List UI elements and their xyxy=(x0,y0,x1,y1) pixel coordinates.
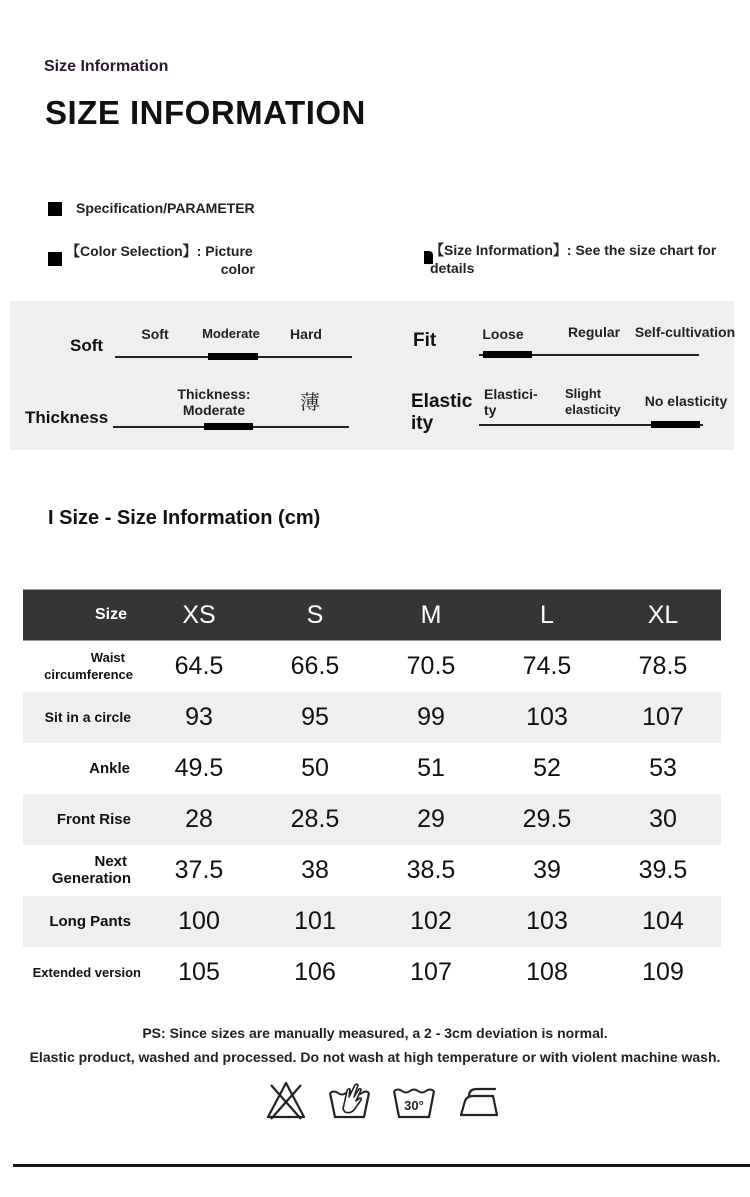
soft-option-hard: Hard xyxy=(290,326,322,342)
table-cell: 93 xyxy=(141,692,257,743)
table-cell: 51 xyxy=(417,753,445,782)
row-label-waist xyxy=(23,641,141,692)
size-header-xs: XS xyxy=(141,590,257,641)
table-row xyxy=(23,641,721,692)
thickness-option-line2: Moderate xyxy=(182,402,246,418)
elasticity-option-none: No elasticity xyxy=(644,393,728,409)
fit-selected-marker xyxy=(483,351,532,358)
table-cell: 101 xyxy=(257,896,373,947)
row-label-line2: circumference xyxy=(44,667,133,683)
table-cell: 95 xyxy=(257,692,373,743)
size-info-line2: details xyxy=(430,260,475,276)
table-cell: 66.5 xyxy=(290,651,340,680)
table-cell: 37.5 xyxy=(174,855,224,884)
elasticity-selected-marker xyxy=(651,421,700,428)
specification-label: Specification/PARAMETER xyxy=(76,200,255,216)
measurement-note: PS: Since sizes are manually measured, a 2 - 3cm deviation is normal. xyxy=(142,1025,608,1041)
fit-option-self-cultivation: Self-cultivation xyxy=(634,324,736,340)
elasticity-label-line2: ity xyxy=(411,413,434,434)
section-subtitle: Size Information xyxy=(44,58,169,75)
table-cell: 29.5 xyxy=(489,794,605,845)
table-cell: 29 xyxy=(373,794,489,845)
table-cell: 53 xyxy=(649,753,677,782)
table-cell: 107 xyxy=(410,957,452,986)
table-cell: 64.5 xyxy=(174,651,224,680)
table-cell: 105 xyxy=(178,957,220,986)
table-cell: 103 xyxy=(489,692,605,743)
table-cell: 103 xyxy=(489,896,605,947)
thickness-option-moderate xyxy=(172,386,256,418)
soft-option-soft: Soft xyxy=(141,326,169,342)
table-cell: 49.5 xyxy=(174,753,224,782)
table-row xyxy=(23,896,721,947)
elasticity-option1-line2: ty xyxy=(484,402,497,418)
elasticity-option1-line1: Elastici- xyxy=(484,386,538,402)
elasticity-label-line1: Elastic xyxy=(411,391,473,412)
table-cell: 107 xyxy=(605,692,721,743)
table-row xyxy=(23,947,721,998)
table-cell: 99 xyxy=(373,692,489,743)
table-row xyxy=(23,743,721,794)
elasticity-option2-line1: Slight xyxy=(565,386,602,401)
fit-label: Fit xyxy=(413,330,437,351)
fit-option-regular: Regular xyxy=(567,324,621,340)
thickness-option-line1: Thickness: xyxy=(177,386,251,402)
bullet-square-icon xyxy=(48,202,62,216)
table-cell: 109 xyxy=(642,957,684,986)
elasticity-label xyxy=(411,391,472,435)
table-row xyxy=(23,845,721,896)
row-label-long-pants: Long Pants xyxy=(23,896,141,947)
thickness-option-thin: 薄 xyxy=(300,390,320,414)
row-label-next-generation xyxy=(23,845,141,896)
iron-icon xyxy=(457,1079,501,1123)
wash-temperature: 30° xyxy=(404,1098,424,1113)
row-label-extended-version: Extended version xyxy=(32,964,141,980)
row-label-line1: Waist xyxy=(90,650,125,666)
table-cell: 108 xyxy=(526,957,568,986)
soft-label: Soft xyxy=(70,336,104,355)
size-info-label xyxy=(430,240,740,276)
table-cell: 70.5 xyxy=(406,651,456,680)
row-label-line1: Next xyxy=(94,853,127,870)
table-cell: 39.5 xyxy=(638,855,688,884)
table-cell: 38 xyxy=(301,855,329,884)
table-cell: 74.5 xyxy=(522,651,572,680)
size-header-m: M xyxy=(373,590,489,641)
bottom-divider xyxy=(13,1164,750,1167)
elasticity-option-slight xyxy=(565,386,629,418)
table-row xyxy=(23,692,721,743)
table-row xyxy=(23,794,721,845)
washing-note: Elastic product, washed and processed. Do not wash at high temperature or with violent machine wash. xyxy=(29,1049,721,1065)
wash-30-degrees-icon xyxy=(392,1079,436,1123)
size-header-row xyxy=(23,590,721,641)
table-cell: 38.5 xyxy=(406,855,456,884)
color-selection-label xyxy=(66,241,256,277)
color-selection-line1: 【Color Selection】: Picture xyxy=(66,243,253,259)
care-icons xyxy=(262,1079,512,1123)
thickness-selected-marker xyxy=(204,423,253,430)
size-info-line1: 【Size Information】: See the size chart for xyxy=(430,242,717,258)
soft-selected-marker xyxy=(208,353,258,360)
table-cell: 30 xyxy=(605,794,721,845)
row-label-ankle: Ankle xyxy=(89,759,130,777)
size-header-label: Size xyxy=(23,590,141,641)
table-cell: 50 xyxy=(301,753,329,782)
bullet-square-icon xyxy=(48,252,62,266)
table-cell: 39 xyxy=(533,855,561,884)
thickness-label: Thickness xyxy=(25,408,109,427)
table-cell: 102 xyxy=(373,896,489,947)
size-table xyxy=(23,589,721,998)
table-cell: 28.5 xyxy=(257,794,373,845)
color-selection-line2: color xyxy=(220,261,255,277)
size-table-title: I Size - Size Information (cm) xyxy=(48,507,321,529)
table-cell: 28 xyxy=(141,794,257,845)
elasticity-option-elasticity xyxy=(484,386,544,418)
page-title: SIZE INFORMATION xyxy=(45,94,366,131)
table-cell: 104 xyxy=(605,896,721,947)
table-cell: 52 xyxy=(533,753,561,782)
row-label-line2: Generation xyxy=(51,870,131,887)
row-label-front-rise: Front Rise xyxy=(23,794,141,845)
elasticity-option2-line2: elasticity xyxy=(565,402,621,417)
size-header-s: S xyxy=(257,590,373,641)
row-label-sit-in-a-circle: Sit in a circle xyxy=(23,692,141,743)
size-header-xl: XL xyxy=(605,590,721,641)
table-cell: 106 xyxy=(294,957,336,986)
fit-option-loose: Loose xyxy=(482,326,524,342)
soft-option-moderate: Moderate xyxy=(202,326,260,341)
hand-wash-icon xyxy=(327,1079,371,1123)
size-header-l: L xyxy=(489,590,605,641)
table-cell: 100 xyxy=(141,896,257,947)
do-not-bleach-icon xyxy=(264,1079,308,1123)
table-cell: 78.5 xyxy=(638,651,688,680)
